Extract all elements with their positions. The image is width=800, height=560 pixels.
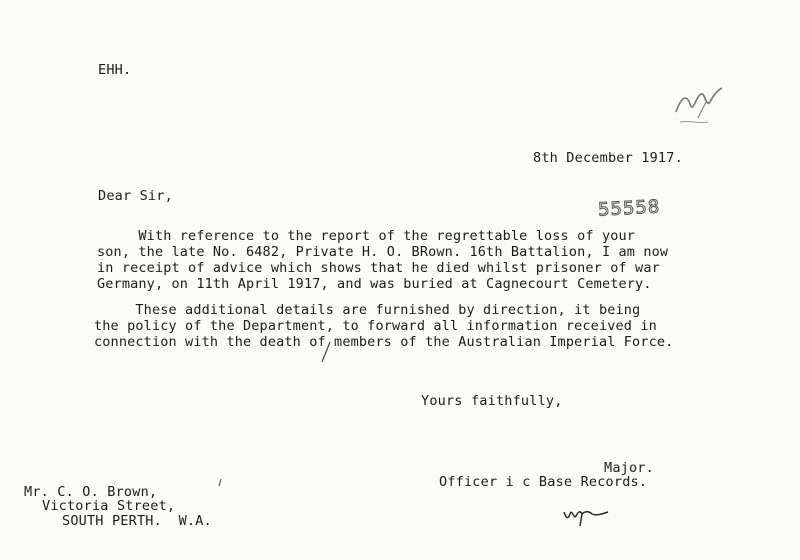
paragraph-1-line: in receipt of advice which shows that he died whilst prisoner of war bbox=[97, 260, 660, 276]
addressee-line-2: Victoria Street, bbox=[42, 498, 176, 514]
signatory-title: Officer i c Base Records. bbox=[439, 474, 648, 490]
paragraph-2-line: These additional details are furnished by direction, it being bbox=[94, 302, 641, 318]
letter-date: 8th December 1917. bbox=[533, 150, 683, 166]
addressee-line-1: Mr. C. O. Brown, bbox=[24, 484, 158, 500]
signatory-rank: Major. bbox=[604, 460, 654, 476]
addressee-line-3: SOUTH PERTH. W.A. bbox=[62, 513, 212, 529]
file-number-stamp: 55558 bbox=[597, 196, 661, 221]
paragraph-1-line: With reference to the report of the regrettable loss of your bbox=[97, 228, 636, 244]
pencil-mark-icon bbox=[318, 340, 334, 364]
signature-initials-icon bbox=[562, 500, 612, 530]
paragraph-body-2 bbox=[94, 302, 673, 350]
paragraph-body-1 bbox=[97, 228, 668, 292]
paragraph-2-line: the policy of the Department, to forward all information received in bbox=[94, 318, 657, 334]
closing-line: Yours faithfully, bbox=[421, 393, 563, 409]
stray-mark-icon bbox=[216, 478, 224, 488]
handwritten-annotation-icon bbox=[668, 82, 728, 134]
reference-initials: EHH. bbox=[98, 62, 132, 78]
paragraph-1-line: Germany, on 11th April 1917, and was buried at Cagnecourt Cemetery. bbox=[97, 276, 652, 292]
salutation: Dear Sir, bbox=[98, 188, 173, 204]
paragraph-1-line: son, the late No. 6482, Private H. O. BRown. 16th Battalion, I am now bbox=[97, 244, 669, 260]
paragraph-2-line: connection with the death of members of the Australian Imperial Force. bbox=[94, 334, 674, 350]
